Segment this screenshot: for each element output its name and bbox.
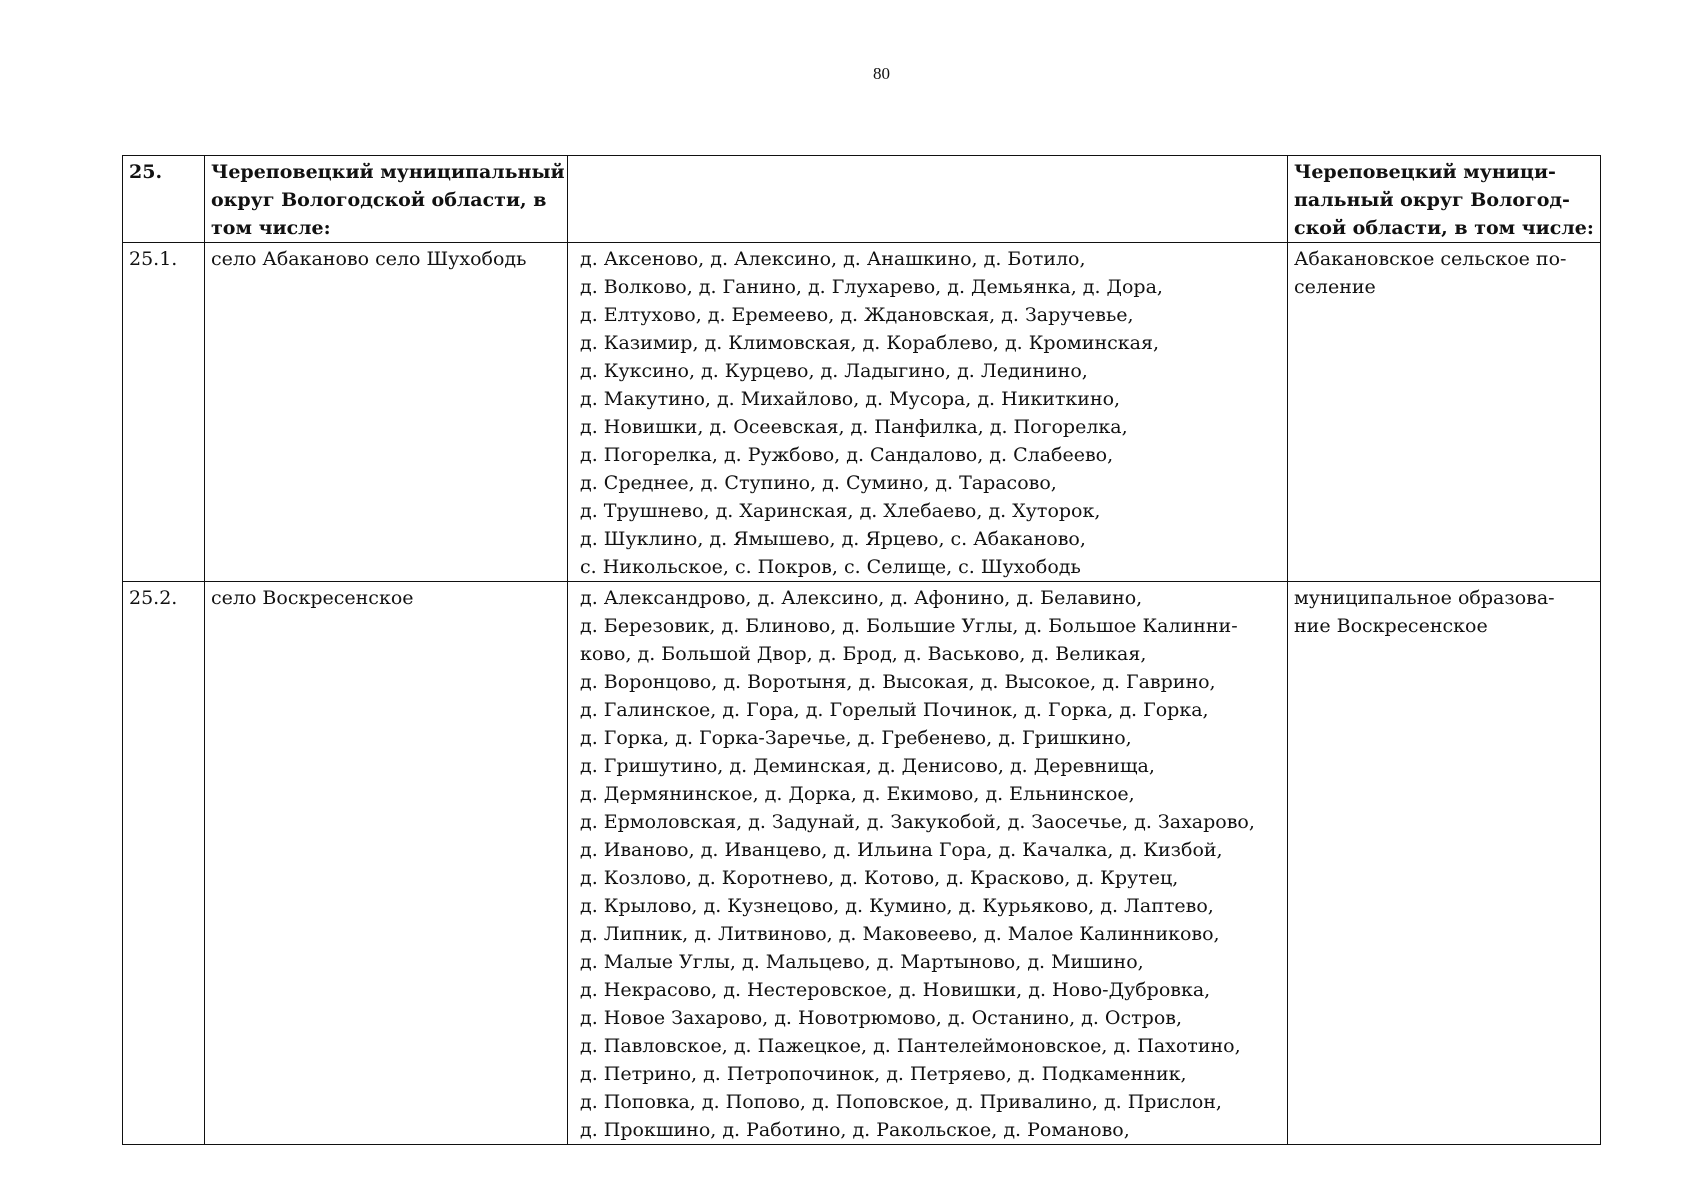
village-line: д. Малые Углы, д. Мальцево, д. Мартыново, д. Мишино, [580, 951, 1144, 973]
district-municipality-line: Череповецкий муници- [1294, 161, 1556, 183]
village-line: д. Новишки, д. Осеевская, д. Панфилка, д. Погорелка, [580, 416, 1128, 438]
village-line: д. Среднее, д. Ступино, д. Сумино, д. Тарасово, [580, 472, 1057, 494]
village-line: д. Волково, д. Ганино, д. Глухарево, д. Демьянка, д. Дора, [580, 276, 1163, 298]
village-line: д. Липник, д. Литвиново, д. Маковеево, д. Малое Калинниково, [580, 923, 1220, 945]
settlements-table [122, 155, 1601, 1145]
village-line: ково, д. Большой Двор, д. Брод, д. Васьково, д. Великая, [580, 643, 1147, 665]
district-municipality [1288, 156, 1601, 243]
village-line: д. Куксино, д. Курцево, д. Ладыгино, д. Лединино, [580, 360, 1088, 382]
village-line: д. Петрино, д. Петропочинок, д. Петряево, д. Подкаменник, [580, 1063, 1187, 1085]
district-name-line: округ Вологодской области, в [211, 189, 547, 211]
municipality-line: муниципальное образова- [1294, 587, 1555, 609]
village-line: д. Александрово, д. Алексино, д. Афонино, д. Белавино, [580, 587, 1143, 609]
village-line: д. Ермоловская, д. Задунай, д. Закукобой, д. Заосечье, д. Захарово, [580, 811, 1255, 833]
district-number: 25. [123, 156, 205, 243]
villages-list [568, 582, 1288, 1145]
village-line: д. Дермянинское, д. Дорка, д. Екимово, д. Ельнинское, [580, 783, 1135, 805]
village-line: д. Воронцово, д. Воротыня, д. Высокая, д. Высокое, д. Гаврино, [580, 671, 1216, 693]
village-line: д. Иваново, д. Иванцево, д. Ильина Гора, д. Качалка, д. Кизбой, [580, 839, 1223, 861]
district-name-line: том числе: [211, 217, 331, 239]
settlement-number: 25.2. [123, 582, 205, 1145]
settlement-number: 25.1. [123, 243, 205, 582]
village-line: д. Макутино, д. Михайлово, д. Мусора, д. Никиткино, [580, 388, 1121, 410]
village-line: д. Некрасово, д. Нестеровское, д. Новишки, д. Ново-Дубровка, [580, 979, 1211, 1001]
village-line: д. Козлово, д. Коротнево, д. Котово, д. Красково, д. Крутец, [580, 867, 1179, 889]
table-row-district [123, 156, 1601, 243]
page-number: 80 [873, 64, 890, 83]
village-line: д. Березовик, д. Блиново, д. Большие Углы, д. Большое Калинни- [580, 615, 1238, 637]
village-line: д. Шуклино, д. Ямышево, д. Ярцево, с. Абаканово, [580, 528, 1086, 550]
village-line: д. Горка, д. Горка-Заречье, д. Гребенево, д. Гришкино, [580, 727, 1132, 749]
municipality-line: ние Воскресенское [1294, 615, 1488, 637]
municipality-line: селение [1294, 276, 1376, 298]
village-line: д. Елтухово, д. Еремеево, д. Ждановская, д. Заручевье, [580, 304, 1134, 326]
village-line: д. Казимир, д. Климовская, д. Кораблево, д. Кроминская, [580, 332, 1159, 354]
district-municipality-line: пальный округ Вологод- [1294, 189, 1570, 211]
village-line: д. Новое Захарово, д. Новотрюмово, д. Останино, д. Остров, [580, 1007, 1182, 1029]
settlement-name: село Воскресенское [205, 582, 568, 1145]
settlement-name: село Абаканово село Шухободь [205, 243, 568, 582]
villages-list [568, 243, 1288, 582]
village-line: д. Павловское, д. Пажецкое, д. Пантелеймоновское, д. Пахотино, [580, 1035, 1241, 1057]
municipality-name [1288, 243, 1601, 582]
village-line: д. Крылово, д. Кузнецово, д. Кумино, д. Курьяково, д. Лаптево, [580, 895, 1214, 917]
village-line: д. Гришутино, д. Деминская, д. Денисово, д. Деревнища, [580, 755, 1155, 777]
village-line: д. Поповка, д. Попово, д. Поповское, д. Привалино, д. Прислон, [580, 1091, 1222, 1113]
municipality-name [1288, 582, 1601, 1145]
village-line: с. Никольское, с. Покров, с. Селище, с. Шухободь [580, 556, 1081, 578]
district-name [205, 156, 568, 243]
municipality-line: Абакановское сельское по- [1294, 248, 1567, 270]
village-line: д. Галинское, д. Гора, д. Горелый Починок, д. Горка, д. Горка, [580, 699, 1209, 721]
village-line: д. Трушнево, д. Харинская, д. Хлебаево, д. Хуторок, [580, 500, 1101, 522]
village-line: д. Погорелка, д. Ружбово, д. Сандалово, д. Слабеево, [580, 444, 1114, 466]
district-municipality-line: ской области, в том числе: [1294, 217, 1594, 239]
table-row-settlement [123, 243, 1601, 582]
district-name-line: Череповецкий муниципальный [211, 161, 565, 183]
village-line: д. Аксеново, д. Алексино, д. Анашкино, д. Ботило, [580, 248, 1086, 270]
table-row-settlement [123, 582, 1601, 1145]
village-line: д. Прокшино, д. Работино, д. Ракольское, д. Романово, [580, 1119, 1130, 1141]
district-villages-empty [568, 156, 1288, 243]
